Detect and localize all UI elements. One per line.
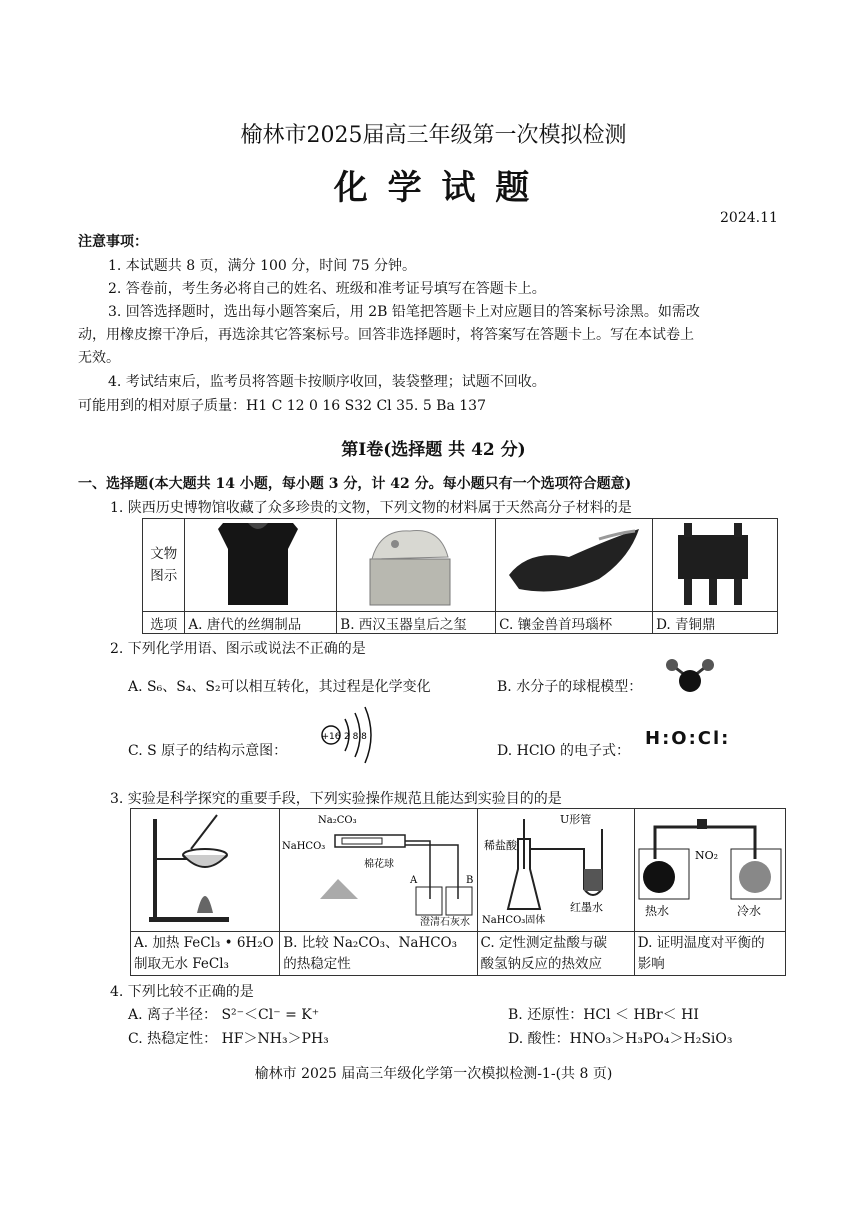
q1-option-a: A. 唐代的丝绸制品 [185,612,337,634]
notice-item: 2. 答卷前，考生务必将自己的姓名、班级和准考证号填写在答题卡上。 [108,281,546,297]
q3-option-b: B. 比较 Na₂CO₃、NaHCO₃ 的热稳定性 [280,932,477,976]
q1-image-a [185,519,337,612]
q2-option-d: D. HClO 的电子式： [497,743,630,759]
q1-image-b [337,519,496,612]
q3-apparatus-b [280,809,477,932]
atomic-mass-line: 可能用到的相对原子质量：H1 C 12 0 16 S32 Cl 35. 5 Ba 137 [78,398,486,414]
q1-image-c [496,519,653,612]
label-hot-water: 热水 [644,904,669,918]
label-nahco3: NaHCO₃ [282,841,326,852]
s-shells-label: 2 8 8 [344,732,367,742]
q4-option-b: B. 还原性：HCl ＜ HBr＜ HI [508,1007,699,1023]
label-solid: NaHCO₃固体 [481,915,545,926]
section-title: 第Ⅰ卷(选择题 共 42 分) [341,440,526,460]
notice-heading: 注意事项： [78,234,148,250]
water-ball-stick-model [660,655,720,695]
q2-option-a: A. S₆、S₄、S₂可以相互转化，其过程是化学变化 [128,679,431,695]
no2-equilibrium-apparatus-image [635,809,785,927]
notice-item: 无效。 [78,350,120,366]
label-cold-water: 冷水 [736,904,761,918]
section-instruction: 一、选择题(本大题共 14 小题，每小题 3 分，计 42 分。每小题只有一个选项符合题意) [78,476,632,492]
q1-row-header-img: 文物图示 [143,519,185,612]
page-footer: 榆林市 2025 届高三年级化学第一次模拟检测-1-(共 8 页) [254,1066,613,1082]
q1-option-b: B. 西汉玉器皇后之玺 [337,612,496,634]
label-na2co3: Na₂CO₃ [318,815,357,826]
subject-title: 化 学 试 题 [333,168,534,208]
q1-option-c: C. 镶金兽首玛瑙杯 [496,612,653,634]
exam-date: 2024.11 [720,210,778,226]
label-b: B [466,875,474,886]
label-ink: 红墨水 [569,901,603,914]
label-no2: NO₂ [694,849,718,862]
q1-row-header-opt: 选项 [143,612,185,634]
q3-apparatus-a [131,809,280,932]
q1-table [142,518,778,634]
q3-stem: 3. 实验是科学探究的重要手段，下列实验操作规范且能达到实验目的的是 [110,791,562,807]
heat-effect-apparatus-image [478,809,634,927]
q3-option-c: C. 定性测定盐酸与碳 酸氢钠反应的热效应 [477,932,634,976]
notice-item: 3. 回答选择题时，选出每小题答案后，用 2B 铅笔把答题卡上对应题目的答案标号涂黑。如需改 [108,304,700,320]
s-atom-structure-diagram [315,705,385,765]
label-limewater: 澄清石灰水 [420,917,471,927]
q4-option-d: D. 酸性：HNO₃＞H₃PO₄＞H₂SiO₃ [508,1031,733,1047]
label-cotton: 棉花球 [364,859,395,870]
thermal-stability-apparatus-image [280,809,476,927]
silk-garment-image [188,519,328,607]
q2-option-b: B. 水分子的球棍模型： [497,679,643,695]
notice-item: 动，用橡皮擦干净后，再选涂其它答案标号。回答非选择题时，将答案写在答题卡上。写在本试卷上 [78,327,694,343]
q2-option-c: C. S 原子的结构示意图： [128,743,288,759]
bronze-ding-image [656,519,770,607]
label-acid: 稀盐酸 [483,839,517,852]
q1-option-d: D. 青铜鼎 [653,612,778,634]
notice-item: 4. 考试结束后，监考员将答题卡按顺序收回，装袋整理；试题不回收。 [108,374,546,390]
q3-option-d: D. 证明温度对平衡的 影响 [634,932,785,976]
jade-seal-image [340,519,488,607]
agate-cup-image [499,519,645,607]
exam-title: 榆林市2025届高三年级第一次模拟检测 [240,123,627,148]
q3-apparatus-d [634,809,785,932]
evaporation-apparatus-image [131,809,279,927]
q3-option-a: A. 加热 FeCl₃ • 6H₂O 制取无水 FeCl₃ [131,932,280,976]
q1-stem: 1. 陕西历史博物馆收藏了众多珍贵的文物，下列文物的材料属于天然高分子材料的是 [110,500,632,516]
label-utube: U形管 [559,813,591,826]
q4-option-a: A. 离子半径： S²⁻＜Cl⁻ = K⁺ [128,1007,320,1023]
s-nucleus-label: +16 [321,732,341,742]
label-a: A [410,875,418,886]
q4-option-c: C. 热稳定性： HF＞NH₃＞PH₃ [128,1031,329,1047]
hclo-electron-formula: H:O:Cl: [645,728,731,749]
q4-stem: 4. 下列比较不正确的是 [110,984,254,1000]
notice-item: 1. 本试题共 8 页，满分 100 分，时间 75 分钟。 [108,258,416,274]
q1-image-d [653,519,778,612]
q3-apparatus-c [477,809,634,932]
q3-table [130,808,786,976]
q2-stem: 2. 下列化学用语、图示或说法不正确的是 [110,641,366,657]
